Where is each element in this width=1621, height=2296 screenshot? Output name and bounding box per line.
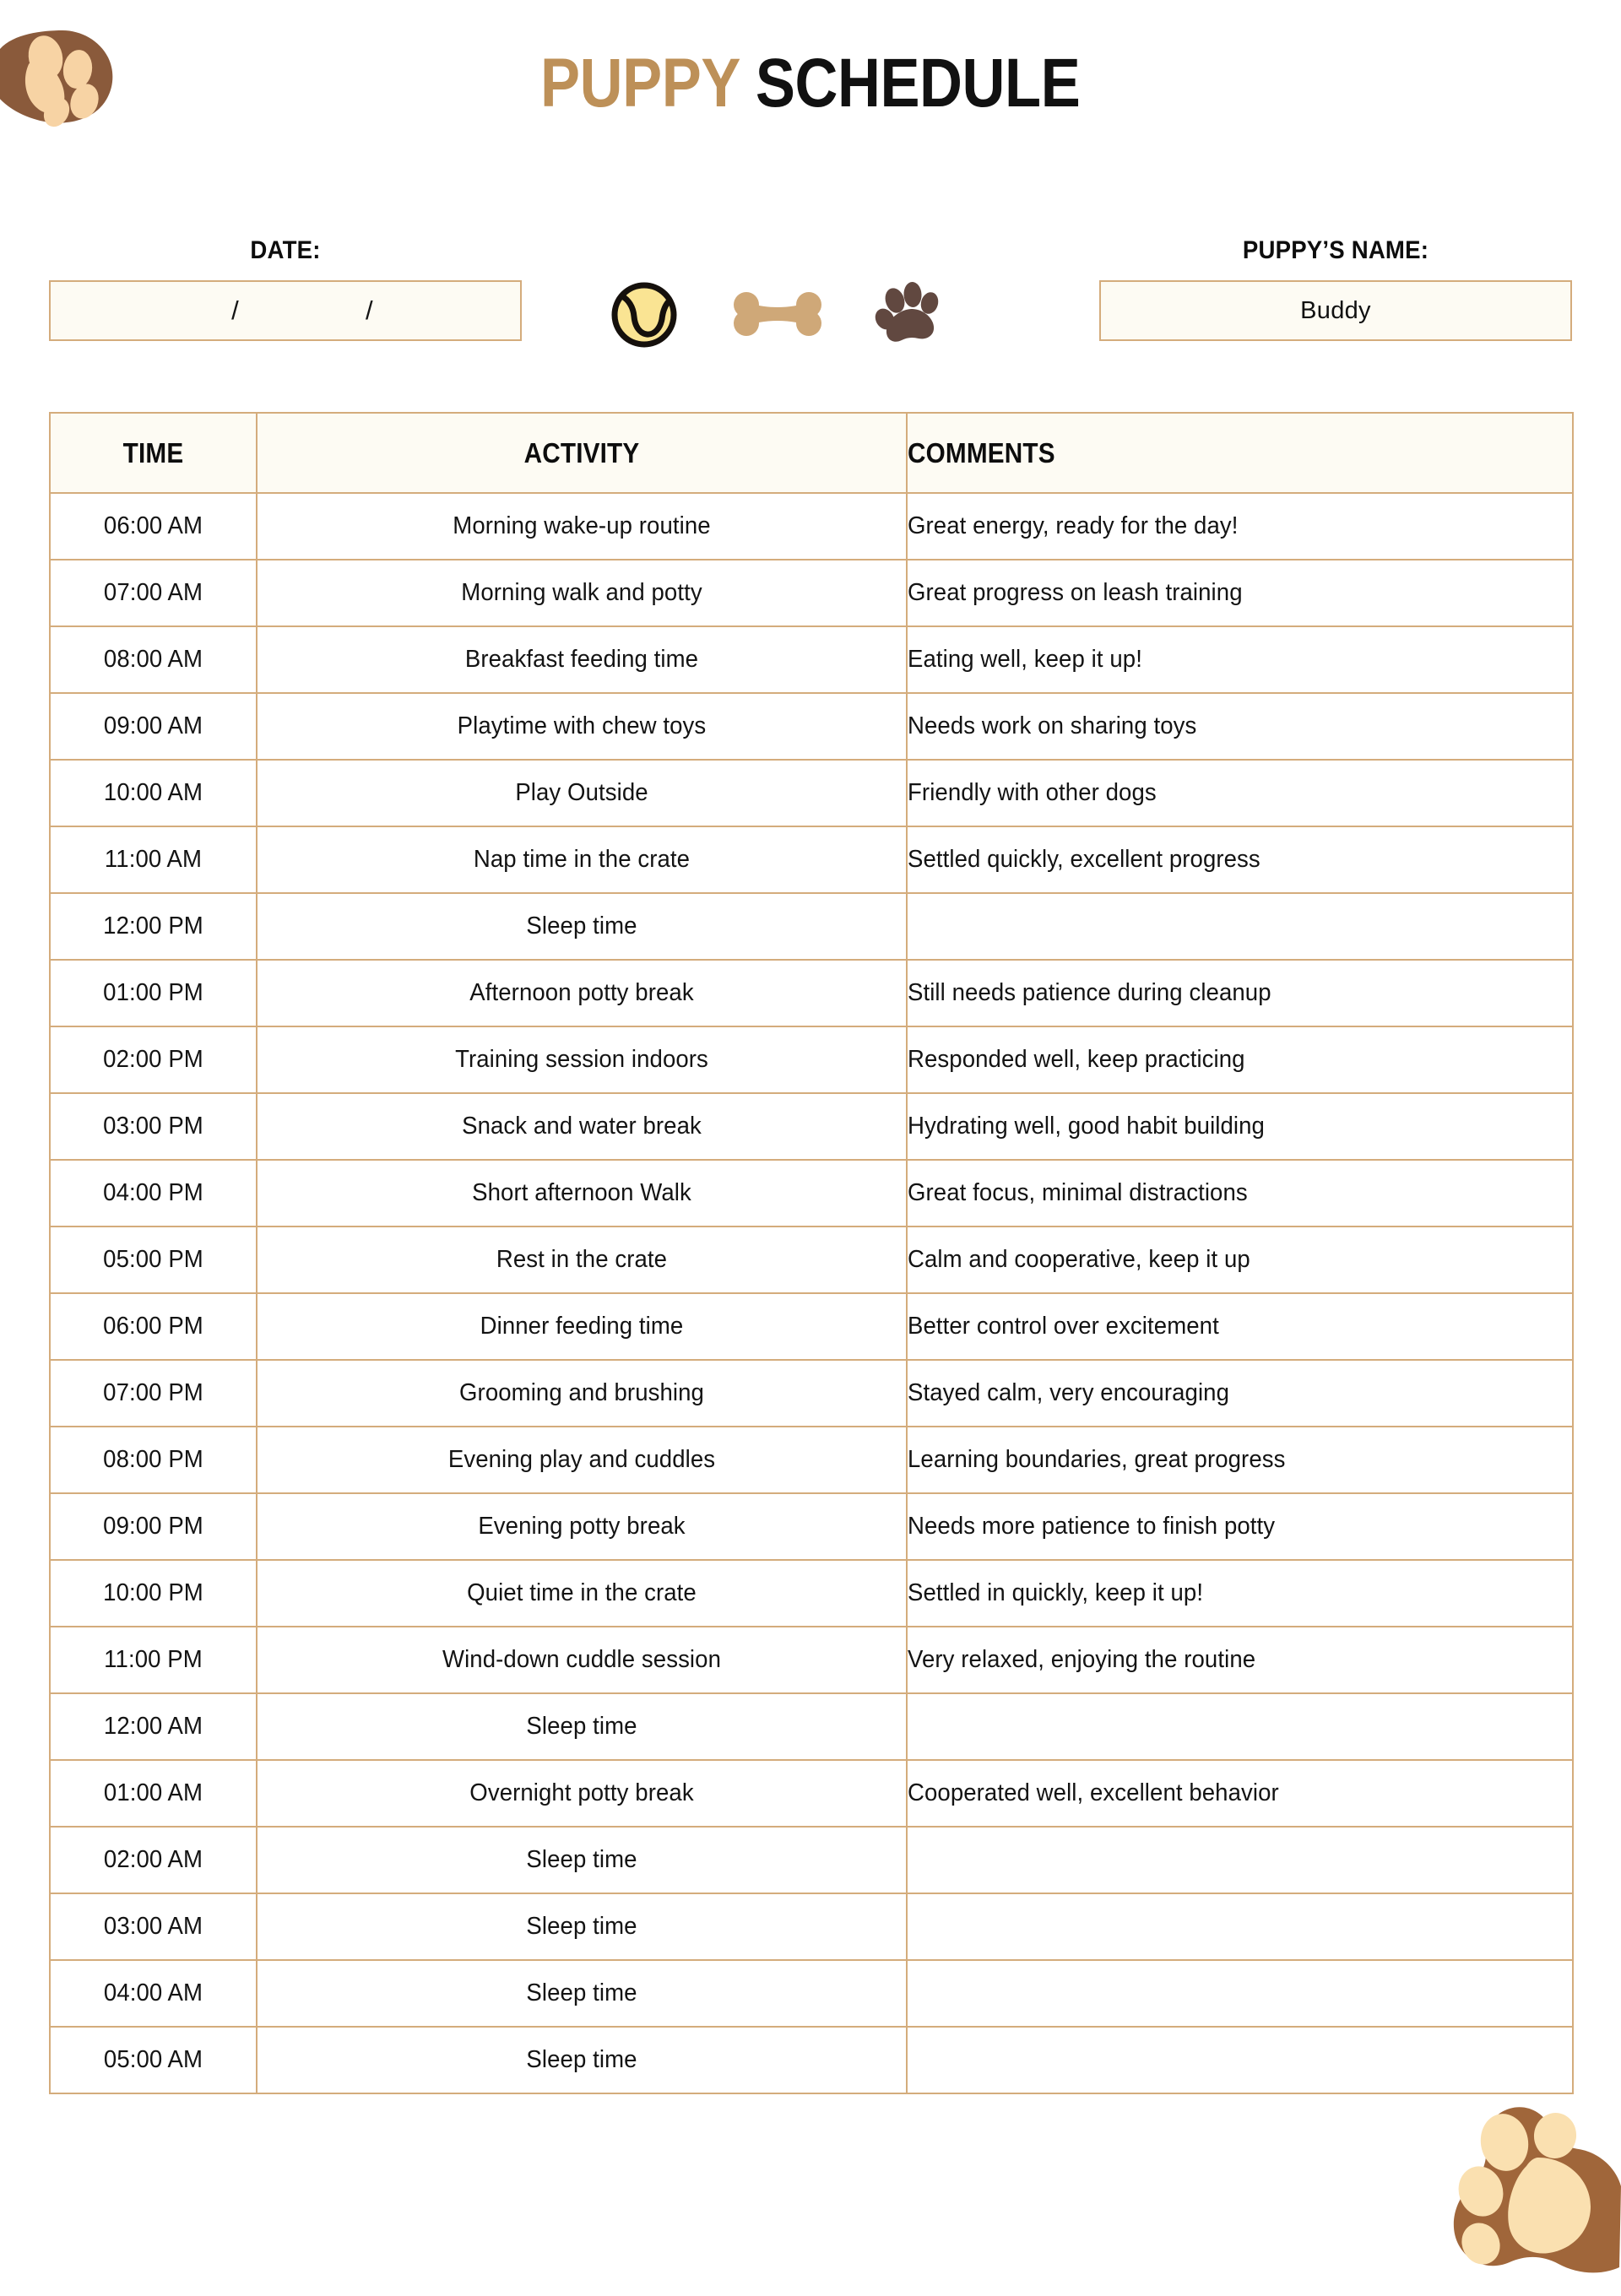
cell-time: 04:00 AM [50,1960,257,2027]
cell-time: 08:00 AM [50,626,257,693]
table-row [50,560,1573,626]
table-row [50,1893,1573,1960]
table-row [50,1493,1573,1560]
cell-activity: Sleep time [257,893,907,960]
table-row [50,1827,1573,1893]
cell-comments[interactable]: Settled in quickly, keep it up! [907,1560,1573,1627]
cell-comments[interactable] [907,1893,1573,1960]
cell-time: 06:00 PM [50,1293,257,1360]
cell-comments[interactable]: Better control over excitement [907,1293,1573,1360]
table-row [50,1093,1573,1160]
cell-time: 09:00 AM [50,693,257,760]
cell-activity: Sleep time [257,1893,907,1960]
cell-time: 07:00 AM [50,560,257,626]
cell-comments[interactable]: Friendly with other dogs [907,760,1573,826]
date-separator-2: / [366,295,373,325]
cell-activity: Evening play and cuddles [257,1427,907,1493]
date-separator-1: / [231,295,239,325]
table-row [50,960,1573,1026]
table-row [50,1760,1573,1827]
cell-activity: Quiet time in the crate [257,1560,907,1627]
cell-comments[interactable]: Great energy, ready for the day! [907,493,1573,560]
cell-activity: Afternoon potty break [257,960,907,1026]
paw-print-icon [875,279,946,349]
cell-activity: Wind-down cuddle session [257,1627,907,1693]
table-row [50,760,1573,826]
cell-time: 11:00 PM [50,1627,257,1693]
cell-activity: Rest in the crate [257,1227,907,1293]
cell-time: 03:00 PM [50,1093,257,1160]
cell-time: 12:00 PM [50,893,257,960]
date-label: DATE: [250,236,321,264]
column-header-time: TIME [50,413,257,493]
cell-comments[interactable]: Still needs patience during cleanup [907,960,1573,1026]
cell-comments[interactable] [907,2027,1573,2093]
table-row [50,1227,1573,1293]
cell-activity: Sleep time [257,1827,907,1893]
cell-activity: Evening potty break [257,1493,907,1560]
cell-time: 12:00 AM [50,1693,257,1760]
cell-time: 05:00 AM [50,2027,257,2093]
cell-comments[interactable]: Settled quickly, excellent progress [907,826,1573,893]
cell-time: 01:00 PM [50,960,257,1026]
table-row [50,1360,1573,1427]
cell-time: 01:00 AM [50,1760,257,1827]
cell-comments[interactable]: Stayed calm, very encouraging [907,1360,1573,1427]
puppy-name-input[interactable]: Buddy [1099,280,1572,341]
table-row [50,493,1573,560]
date-field-block [49,236,522,341]
cell-time: 02:00 AM [50,1827,257,1893]
cell-comments[interactable] [907,1960,1573,2027]
title-main-word: SCHEDULE [740,45,1081,122]
table-row [50,1293,1573,1360]
cell-activity: Playtime with chew toys [257,693,907,760]
paw-bottom-right-icon [1410,2102,1621,2296]
schedule-table [49,412,1574,2094]
cell-activity: Sleep time [257,2027,907,2093]
cell-activity: Short afternoon Walk [257,1160,907,1227]
puppy-name-field-block [1099,236,1572,341]
table-row [50,1560,1573,1627]
cell-activity: Overnight potty break [257,1760,907,1827]
table-row [50,2027,1573,2093]
table-row [50,1693,1573,1760]
date-input[interactable] [49,280,522,341]
column-header-comments: COMMENTS [907,413,1573,493]
cell-comments[interactable]: Cooperated well, excellent behavior [907,1760,1573,1827]
page-title [0,44,1621,123]
table-row [50,893,1573,960]
cell-comments[interactable]: Needs work on sharing toys [907,693,1573,760]
cell-comments[interactable]: Great focus, minimal distractions [907,1160,1573,1227]
cell-time: 07:00 PM [50,1360,257,1427]
table-row [50,1427,1573,1493]
table-row [50,1026,1573,1093]
cell-comments[interactable]: Responded well, keep practicing [907,1026,1573,1093]
cell-comments[interactable]: Very relaxed, enjoying the routine [907,1627,1573,1693]
table-row [50,1627,1573,1693]
cell-activity: Dinner feeding time [257,1293,907,1360]
cell-time: 06:00 AM [50,493,257,560]
cell-comments[interactable]: Eating well, keep it up! [907,626,1573,693]
cell-comments[interactable]: Learning boundaries, great progress [907,1427,1573,1493]
table-row [50,693,1573,760]
cell-activity: Sleep time [257,1960,907,2027]
cell-time: 08:00 PM [50,1427,257,1493]
schedule-rows [50,493,1573,2093]
cell-comments[interactable]: Hydrating well, good habit building [907,1093,1573,1160]
cell-activity: Snack and water break [257,1093,907,1160]
tennis-ball-icon [608,278,680,350]
cell-activity: Breakfast feeding time [257,626,907,693]
cell-time: 04:00 PM [50,1160,257,1227]
table-row [50,1160,1573,1227]
cell-activity: Grooming and brushing [257,1360,907,1427]
table-row [50,626,1573,693]
cell-time: 10:00 AM [50,760,257,826]
cell-time: 09:00 PM [50,1493,257,1560]
cell-activity: Nap time in the crate [257,826,907,893]
cell-activity: Training session indoors [257,1026,907,1093]
puppy-name-label: PUPPY’S NAME: [1242,236,1429,264]
table-row [50,1960,1573,2027]
cell-comments[interactable] [907,893,1573,960]
cell-comments[interactable]: Calm and cooperative, keep it up [907,1227,1573,1293]
title-accent-word: PUPPY [540,45,740,122]
cell-time: 03:00 AM [50,1893,257,1960]
cell-comments[interactable]: Great progress on leash training [907,560,1573,626]
cell-activity: Morning wake-up routine [257,493,907,560]
cell-time: 05:00 PM [50,1227,257,1293]
bone-icon [731,289,824,339]
cell-comments[interactable]: Needs more patience to finish potty [907,1493,1573,1560]
cell-time: 10:00 PM [50,1560,257,1627]
cell-comments[interactable] [907,1693,1573,1760]
column-header-activity: ACTIVITY [257,413,907,493]
cell-activity: Sleep time [257,1693,907,1760]
cell-activity: Morning walk and potty [257,560,907,626]
cell-time: 02:00 PM [50,1026,257,1093]
cell-time: 11:00 AM [50,826,257,893]
cell-activity: Play Outside [257,760,907,826]
table-header-row [50,413,1573,493]
decorative-icon-row [608,272,946,356]
cell-comments[interactable] [907,1827,1573,1893]
table-row [50,826,1573,893]
